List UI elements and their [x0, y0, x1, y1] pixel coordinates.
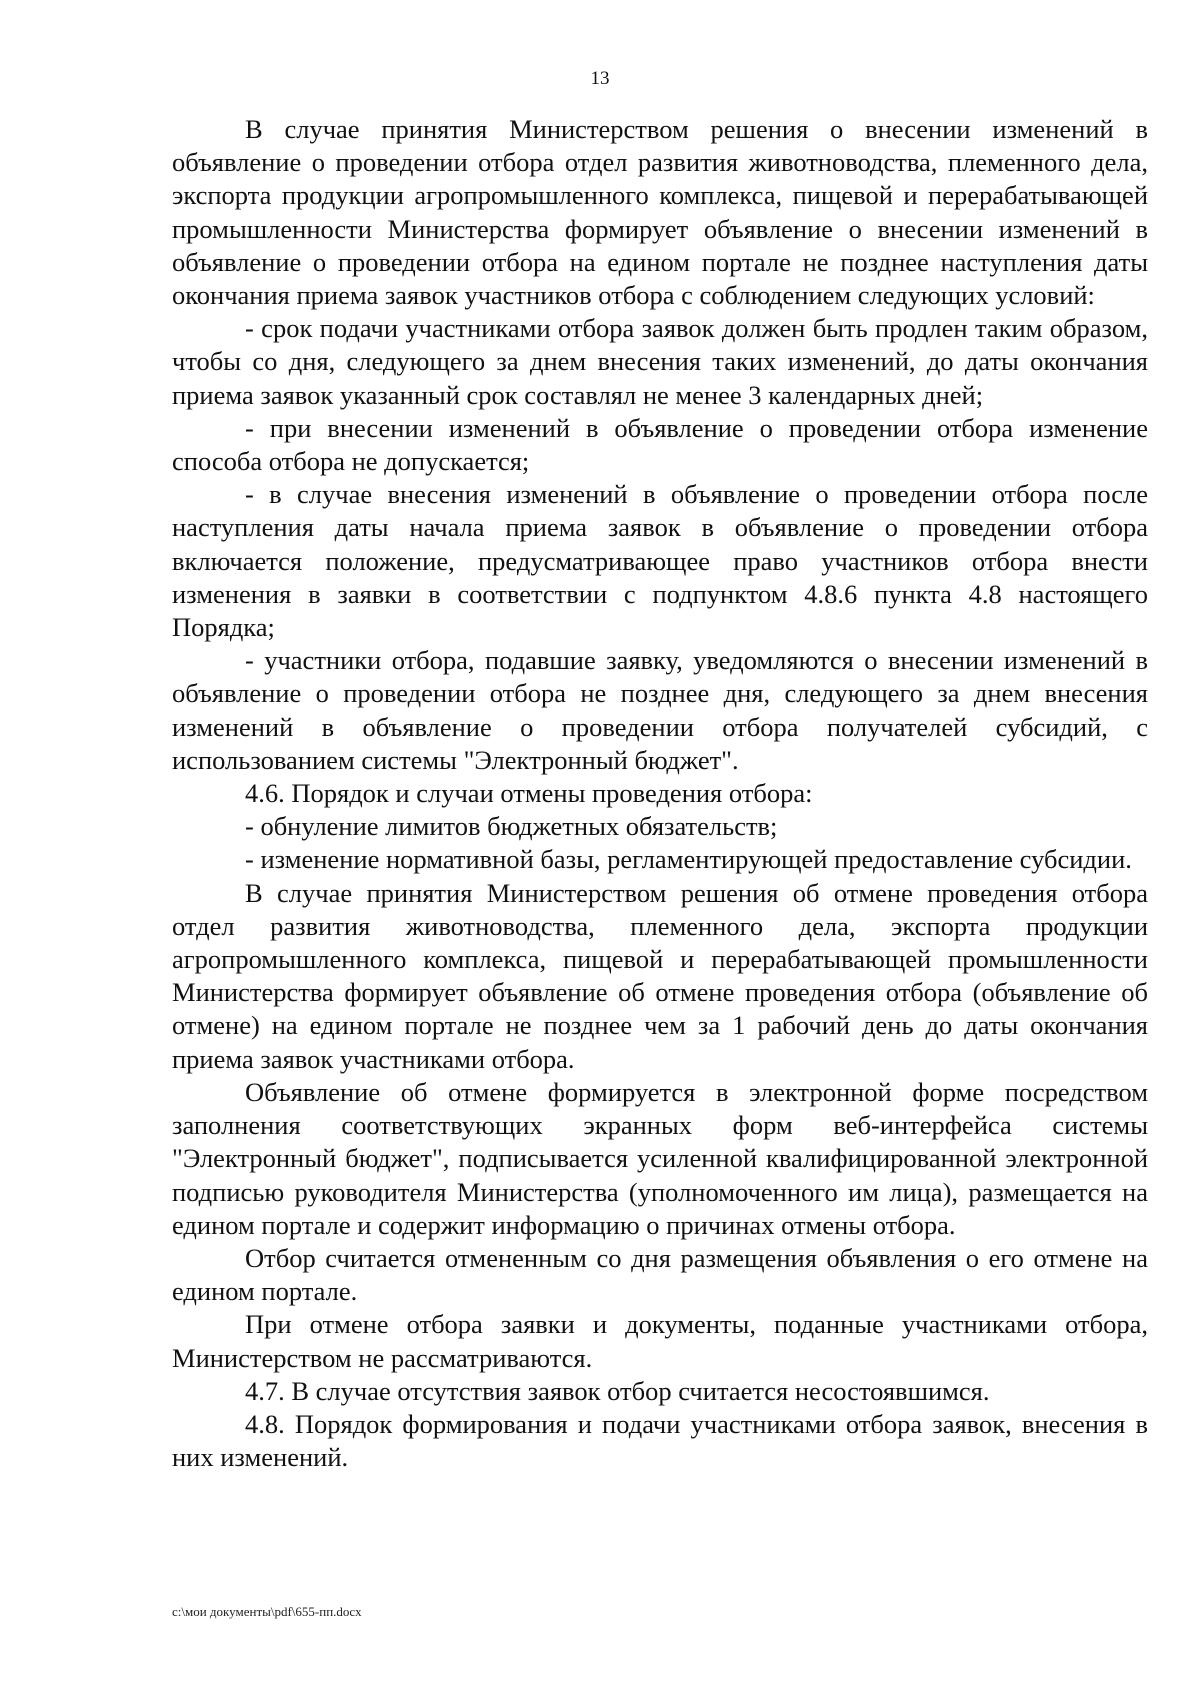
paragraph-method-change-prohibited: - при внесении изменений в объявление о проведении отбора изменение способа отбора не допускается; — [172, 412, 1148, 477]
paragraph-deadline-extension: - срок подачи участниками отбора заявок должен быть продлен таким образом, чтобы со дня, следующего за днем внесения таких изменений, до даты окончания приема заявок указанный срок составлял не менее 3 календарных дней; — [172, 313, 1148, 410]
paragraph-right-to-amend-applications: - в случае внесения изменений в объявление о проведении отбора после наступления даты начала приема заявок в объявление о проведении отбора включается положение, предусматривающее право участников отбора внести изменения в заявки в соответствии с подпунктом 4.8.6 пункта 4.8 настоящего Порядка; — [172, 479, 1148, 643]
section-heading-4-8: 4.8. Порядок формирования и подачи участниками отбора заявок, внесения в них изменений. — [172, 1408, 1148, 1473]
section-heading-4-6: 4.6. Порядок и случаи отмены проведения отбора: — [245, 778, 813, 809]
paragraph-cancellation-form: Объявление об отмене формируется в электронной форме посредством заполнения соответствующих экранных форм веб-интерфейса системы "Электронный бюджет", подписывается усиленной квалифицированной электронной подписью руководителя Министерства (уполномоченного им лица), размещается на едином портале и содержит информацию о причинах отмены отбора. — [172, 1076, 1148, 1240]
paragraph-amendment-announcement: В случае принятия Министерством решения о внесении изменений в объявление о проведении отбора отдел развития животноводства, племенного дела, экспорта продукции агропромышленного комплекса, пищевой и перерабатывающей промышленности Министерства формирует объявление о внесении изменений в объявление о проведении отбора на едином портале не позднее наступления даты окончания приема заявок участников отбора с соблюдением следующих условий: — [172, 114, 1148, 311]
section-heading-4-7: 4.7. В случае отсутствия заявок отбор считается несостоявшимся. — [245, 1375, 990, 1406]
paragraph-applications-not-reviewed: При отмене отбора заявки и документы, поданные участниками отбора, Министерством не рассматриваются. — [172, 1309, 1148, 1373]
page-number: 13 — [590, 68, 610, 89]
document-body — [172, 113, 1148, 1474]
paragraph-cancellation-effective: Отбор считается отмененным со дня размещения объявления о его отмене на едином портале. — [172, 1242, 1148, 1307]
paragraph-cancellation-decision: В случае принятия Министерством решения об отмене проведения отбора отдел развития животноводства, племенного дела, экспорта продукции агропромышленного комплекса, пищевой и перерабатывающей промышленности Министерства формирует объявление об отмене проведения отбора (объявление об отмене) на едином портале не позднее чем за 1 рабочий день до даты окончания приема заявок участниками отбора. — [172, 877, 1148, 1074]
footer-file-path: c:\мои документы\pdf\655-пп.docx — [172, 1604, 362, 1619]
paragraph-regulatory-change: - изменение нормативной базы, регламентирующей предоставление субсидии. — [245, 844, 1132, 875]
paragraph-limits-reset: - обнуление лимитов бюджетных обязательств; — [245, 811, 778, 842]
paragraph-participant-notification: - участники отбора, подавшие заявку, уведомляются о внесении изменений в объявление о проведении отбора не позднее дня, следующего за днем внесения изменений в объявление о проведении отбора получателей субсидий, с использованием системы "Электронный бюджет". — [172, 645, 1148, 775]
